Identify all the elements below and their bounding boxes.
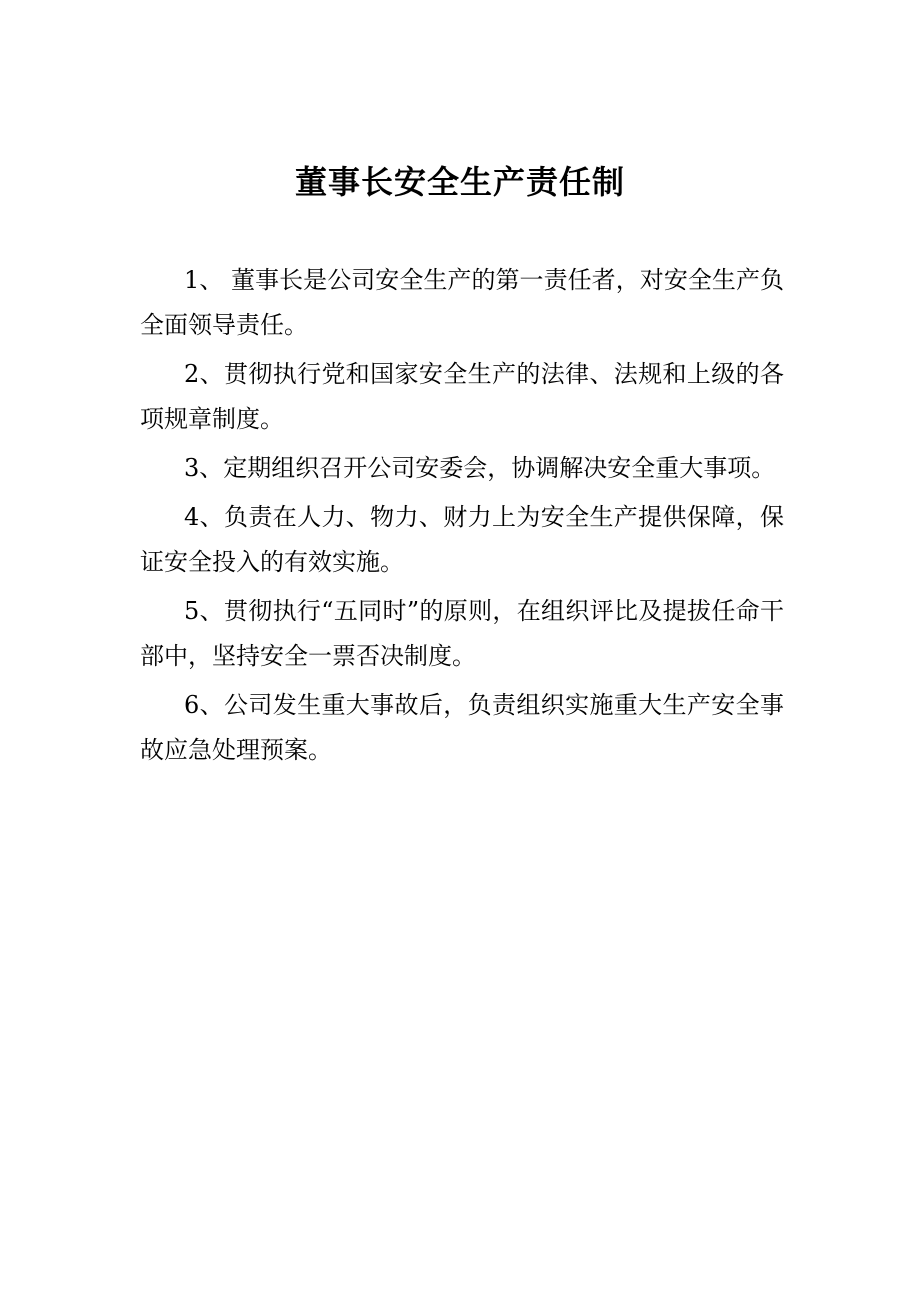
paragraph-3: 3、定期组织召开公司安委会，协调解决安全重大事项。 bbox=[184, 454, 776, 482]
paragraph-2: 2、贯彻执行党和国家安全生产的法律、法规和上级的各项规章制度。 bbox=[140, 360, 784, 433]
paragraph-1: 1、 董事长是公司安全生产的第一责任者，对安全生产负全面领导责任。 bbox=[140, 266, 784, 339]
paragraph-6: 6、公司发生重大事故后，负责组织实施重大生产安全事故应急处理预案。 bbox=[140, 691, 784, 764]
paragraph-5: 5、贯彻执行“五同时”的原则，在组织评比及提拔任命干部中，坚持安全一票否决制度。 bbox=[140, 597, 784, 670]
paragraph-4: 4、负责在人力、物力、财力上为安全生产提供保障，保证安全投入的有效实施。 bbox=[140, 503, 784, 576]
document-title: 董事长安全生产责任制 bbox=[294, 163, 625, 201]
document-body bbox=[140, 258, 784, 777]
